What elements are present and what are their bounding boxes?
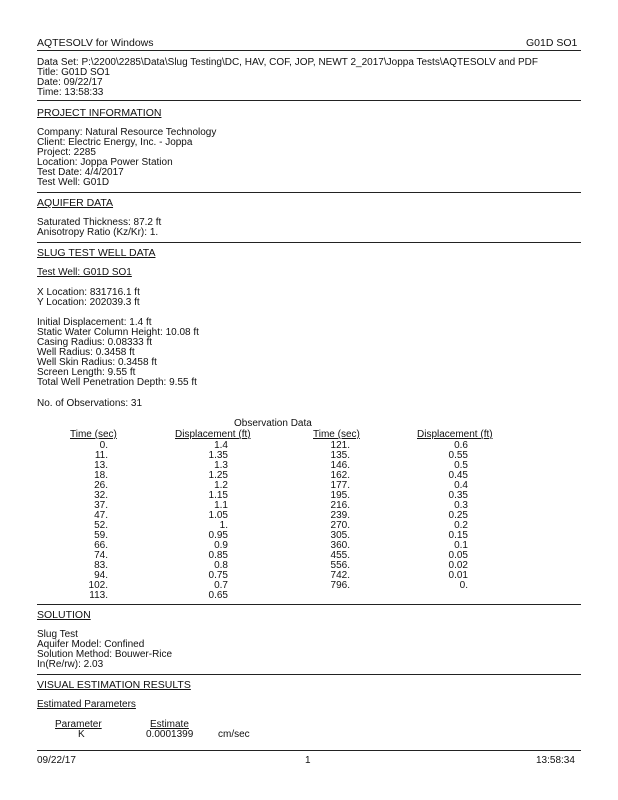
displacement-cell: 0.02 [448,560,468,571]
rule-1 [37,100,581,101]
displacement-cell: 1.35 [208,450,228,461]
time-cell: 270. [330,520,350,531]
time-cell: 360. [330,540,350,551]
time-cell: 146. [330,460,350,471]
col-header-disp-1: Displacement (ft) [175,429,251,440]
doc-id: G01D SO1 [526,37,578,49]
data-set-line: Data Set: P:\2200\2285\Data\Slug Testing\DC, HAV, COF, JOP, NEWT 2_2017\Joppa Tests\AQTESOLV and PDF [37,57,539,68]
time-cell: 13. [94,460,108,471]
project-line: Project: 2285 [37,147,96,158]
time-cell: 59. [94,530,108,541]
time-cell: 162. [330,470,350,481]
displacement-cell: 0.7 [214,580,228,591]
time-cell: 135. [330,450,350,461]
y-location-line: Y Location: 202039.3 ft [37,297,140,308]
test-well-label: Test Well: G01D SO1 [37,267,132,278]
well-params-block [37,318,199,388]
displacement-cell: 0.2 [454,520,468,531]
time-cell: 83. [94,560,108,571]
displacement-cell: 0.4 [454,480,468,491]
test-date-line: Test Date: 4/4/2017 [37,167,124,178]
test-well-line: Test Well: G01D [37,177,110,188]
rule-4 [37,604,581,605]
time-cell: 195. [330,490,350,501]
time-cell: 26. [94,480,108,491]
displacement-cell: 0.45 [448,470,468,481]
displacement-cell: 0.25 [448,510,468,521]
time-cell: 216. [330,500,350,511]
initial-displacement-line: Initial Displacement: 1.4 ft [37,317,152,328]
displacement-cell: 0.05 [448,550,468,561]
solution-method-line: Solution Method: Bouwer-Rice [37,649,173,660]
solution-block [37,630,172,670]
time-cell: 455. [330,550,350,561]
footer-page-number: 1 [305,755,311,766]
displacement-cell: 0.01 [448,570,468,581]
observations-count: No. of Observations: 31 [37,398,143,409]
time-cell: 0. [99,440,108,451]
rule-2 [37,192,581,193]
time-cell: 18. [94,470,108,481]
solution-heading: SOLUTION [37,609,91,621]
displacement-cell: 1.1 [214,500,228,511]
project-block [37,128,216,188]
time-column-2 [300,441,350,591]
time-cell: 102. [88,580,108,591]
penetration-depth-line: Total Well Penetration Depth: 9.55 ft [37,377,197,388]
time-cell: 742. [330,570,350,581]
displacement-cell: 1.05 [208,510,228,521]
footer-rule [37,750,581,751]
time-cell: 796. [330,580,350,591]
project-heading: PROJECT INFORMATION [37,107,162,119]
displacement-cell: 0.35 [448,490,468,501]
param-k-unit: cm/sec [218,729,250,740]
ln-re-rw-line: In(Re/rw): 2.03 [37,659,104,670]
visual-heading: VISUAL ESTIMATION RESULTS [37,679,191,691]
displacement-cell: 0.9 [214,540,228,551]
time-cell: 47. [94,510,108,521]
time-cell: 37. [94,500,108,511]
casing-radius-line: Casing Radius: 0.08333 ft [37,337,153,348]
displacement-cell: 0. [459,580,468,591]
static-water-line: Static Water Column Height: 10.08 ft [37,327,199,338]
footer-time: 13:58:34 [536,755,575,766]
col-header-disp-2: Displacement (ft) [417,429,493,440]
time-cell: 52. [94,520,108,531]
displacement-cell: 1.2 [214,480,228,491]
x-location-line: X Location: 831716.1 ft [37,287,140,298]
app-title: AQTESOLV for Windows [37,37,154,49]
param-k-estimate: 0.0001399 [146,729,194,740]
saturated-thickness-line: Saturated Thickness: 87.2 ft [37,217,162,228]
col-header-time-2: Time (sec) [313,429,360,440]
aquifer-block [37,218,161,238]
param-k: K [78,729,85,740]
rule-5 [37,674,581,675]
well-radius-line: Well Radius: 0.3458 ft [37,347,135,358]
company-line: Company: Natural Resource Technology [37,127,217,138]
meta-block [37,58,538,98]
solution-type-line: Slug Test [37,629,78,640]
col-header-time-1: Time (sec) [70,429,117,440]
displacement-cell: 1.3 [214,460,228,471]
displacement-cell: 0.85 [208,550,228,561]
well-skin-radius-line: Well Skin Radius: 0.3458 ft [37,357,157,368]
time-cell: 556. [330,560,350,571]
displacement-cell: 0.75 [208,570,228,581]
observation-caption: Observation Data [234,418,312,429]
displacement-cell: 0.95 [208,530,228,541]
screen-length-line: Screen Length: 9.55 ft [37,367,136,378]
displacement-cell: 0.65 [208,590,228,601]
displacement-cell: 0.8 [214,560,228,571]
time-cell: 94. [94,570,108,581]
estimate-header: Estimate [150,719,189,730]
time-cell: 177. [330,480,350,491]
title-line: Title: G01D SO1 [37,67,110,78]
time-cell: 32. [94,490,108,501]
time-cell: 239. [330,510,350,521]
displacement-cell: 0.1 [454,540,468,551]
time-cell: 11. [94,450,108,461]
date-line: Date: 09/22/17 [37,77,103,88]
displacement-cell: 1. [219,520,228,531]
anisotropy-line: Anisotropy Ratio (Kz/Kr): 1. [37,227,159,238]
displacement-cell: 1.25 [208,470,228,481]
displacement-cell: 0.15 [448,530,468,541]
displacement-cell: 0.3 [454,500,468,511]
time-column-1 [60,441,108,601]
rule-3 [37,242,581,243]
location-line: Location: Joppa Power Station [37,157,173,168]
well-heading: SLUG TEST WELL DATA [37,247,156,259]
displacement-column-2 [420,441,468,591]
client-line: Client: Electric Energy, Inc. - Joppa [37,137,193,148]
displacement-cell: 1.15 [208,490,228,501]
aquifer-model-line: Aquifer Model: Confined [37,639,145,650]
displacement-cell: 0.5 [454,460,468,471]
displacement-cell: 0.55 [448,450,468,461]
location-block [37,288,140,308]
time-cell: 121. [330,440,350,451]
displacement-column-1 [180,441,228,601]
time-cell: 305. [330,530,350,541]
time-line: Time: 13:58:33 [37,87,104,98]
time-cell: 74. [94,550,108,561]
footer-date: 09/22/17 [37,755,76,766]
time-cell: 66. [94,540,108,551]
parameter-header: Parameter [55,719,102,730]
estimated-parameters-heading: Estimated Parameters [37,699,136,710]
aquifer-heading: AQUIFER DATA [37,197,114,209]
displacement-cell: 0.6 [454,440,468,451]
time-cell: 113. [89,590,108,601]
displacement-cell: 1.4 [214,440,228,451]
header-rule [37,50,581,51]
